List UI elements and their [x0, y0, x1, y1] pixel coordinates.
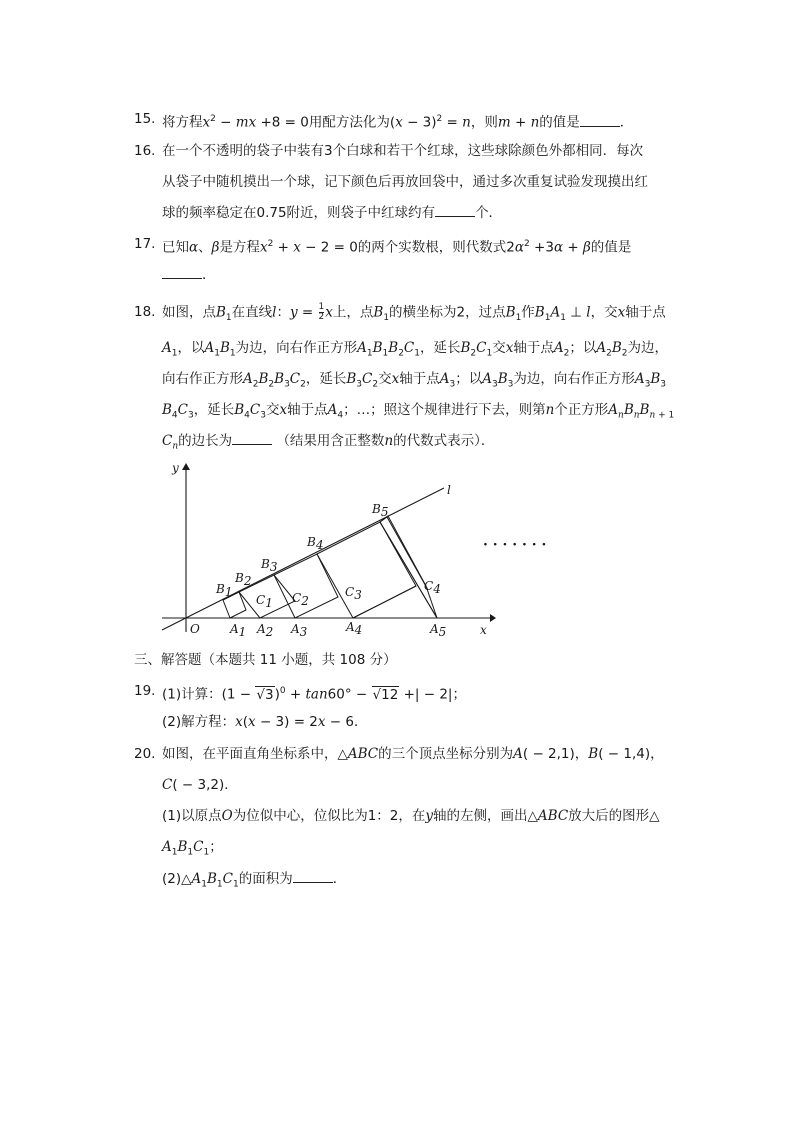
- continuation-dots: · · · · · · ·: [483, 537, 547, 553]
- label-b5: B5: [372, 502, 389, 519]
- question-15-text: 将方程$x^2$ − mx +8 = 0用配方法化为$(x - 3)^2 = n$，则m + n的值是 ．: [162, 114, 634, 131]
- question-20-line3: (1)以原点O为位似中心，位似比为1：2，在y轴的左侧，画出△ABC放大后的图形△: [162, 808, 660, 824]
- x-axis-arrow: [490, 614, 496, 622]
- origin-label: O: [190, 622, 200, 636]
- question-19-number: 19.: [134, 683, 156, 699]
- label-c4: C4: [424, 579, 441, 596]
- label-a4: A4: [346, 620, 363, 637]
- question-18-number: 18.: [134, 304, 156, 320]
- question-16-line1: 在一个不透明的袋子中装有3个白球和若干个红球，这些球除颜色外都相同．每次: [162, 143, 644, 159]
- question-18-line5: $C_n$的边长为 （结果用含正整数n的代数式表示）．: [162, 433, 495, 452]
- question-16-number: 16.: [134, 143, 156, 159]
- line-l-label: l: [447, 483, 451, 497]
- square-3: [274, 554, 338, 618]
- question-20-line1: 如图，在平面直角坐标系中，△ABC的三个顶点坐标分别为A( − 2,1)，B( − 1,4)，: [162, 746, 664, 762]
- answer-blank: [162, 266, 202, 279]
- label-a5: A5: [430, 622, 447, 639]
- label-c3: C3: [345, 585, 362, 602]
- question-20-line4: $A_1B_1C_1$；: [162, 839, 223, 858]
- question-18-line3: 向右作正方形$A_2B_2B_3C_2$，延长$B_3C_2$交x轴于点$A_3$；以$A_3B_3$为边，向右作正方形$A_3B_3$: [162, 371, 666, 390]
- question-20-number: 20.: [134, 746, 156, 762]
- question-17-text: 已知α、β是方程$x^2 + x - 2 = 0$的两个实数根，则代数式$2\alpha^2 +3\alpha + \beta$的值是: [162, 239, 632, 256]
- question-20-line5: $(2)\triangle A_1B_1C_1$的面积为 ．: [162, 871, 347, 890]
- question-20-line2: C( − 3,2)．: [162, 777, 238, 793]
- answer-blank: [232, 432, 272, 445]
- question-19-part1: (1)计算：$(1 - √3)^0 + \tan 60^\circ - √12$ +| − 2|；: [162, 686, 466, 703]
- square-sequence-figure: [150, 458, 560, 643]
- question-18-line2: $A_1$，以$A_1B_1$为边，向右作正方形$A_1B_1B_2C_1$，延长$B_2C_1$交x轴于点$A_2$；以$A_2B_2$为边，: [162, 340, 668, 359]
- label-c2: C2: [292, 591, 309, 608]
- answer-blank: [580, 114, 620, 127]
- question-18-line4: $B_4C_3$，延长$B_4C_3$交x轴于点$A_4$；…；照这个规律进行下去，则第n个正方形$A_nB_nB_{n + 1}$: [162, 402, 675, 421]
- square-4: [317, 522, 416, 618]
- label-b3: B3: [261, 557, 278, 574]
- label-c1: C1: [256, 593, 273, 610]
- y-axis-arrow: [182, 463, 190, 470]
- question-15-number: 15.: [134, 111, 156, 127]
- label-a2: A2: [257, 622, 274, 639]
- question-17-number: 17.: [134, 236, 156, 252]
- label-b1: B1: [216, 582, 233, 599]
- label-a3: A3: [291, 622, 308, 639]
- label-b2: B2: [235, 571, 252, 588]
- section-3-title: 三、解答题（本题共 11 小题，共 108 分）: [134, 652, 397, 668]
- question-19-part2: (2)解方程：x(x − 3) = 2x − 6．: [162, 714, 368, 730]
- label-b4: B4: [307, 535, 324, 552]
- question-16-line3: 球的频率稳定在0.75附近，则袋子中红球约有 个．: [162, 205, 503, 221]
- answer-blank: [435, 204, 475, 217]
- answer-blank: [293, 870, 333, 883]
- question-17-answer: ．: [162, 266, 216, 284]
- x-axis-label: x: [480, 623, 487, 637]
- y-axis-label: y: [172, 461, 179, 475]
- question-16-line2: 从袋子中随机摸出一个球，记下颜色后再放回袋中，通过多次重复试验发现摸出红: [162, 174, 648, 190]
- question-18-line1: 如图，点$B_1$在直线l：y = $\frac{1}{2}$ x上，点$B_1$的横坐标为2，过点$B_1$作$B_1A_1$ ⊥ l，交x轴于点: [162, 302, 666, 324]
- label-a1: A1: [230, 622, 247, 639]
